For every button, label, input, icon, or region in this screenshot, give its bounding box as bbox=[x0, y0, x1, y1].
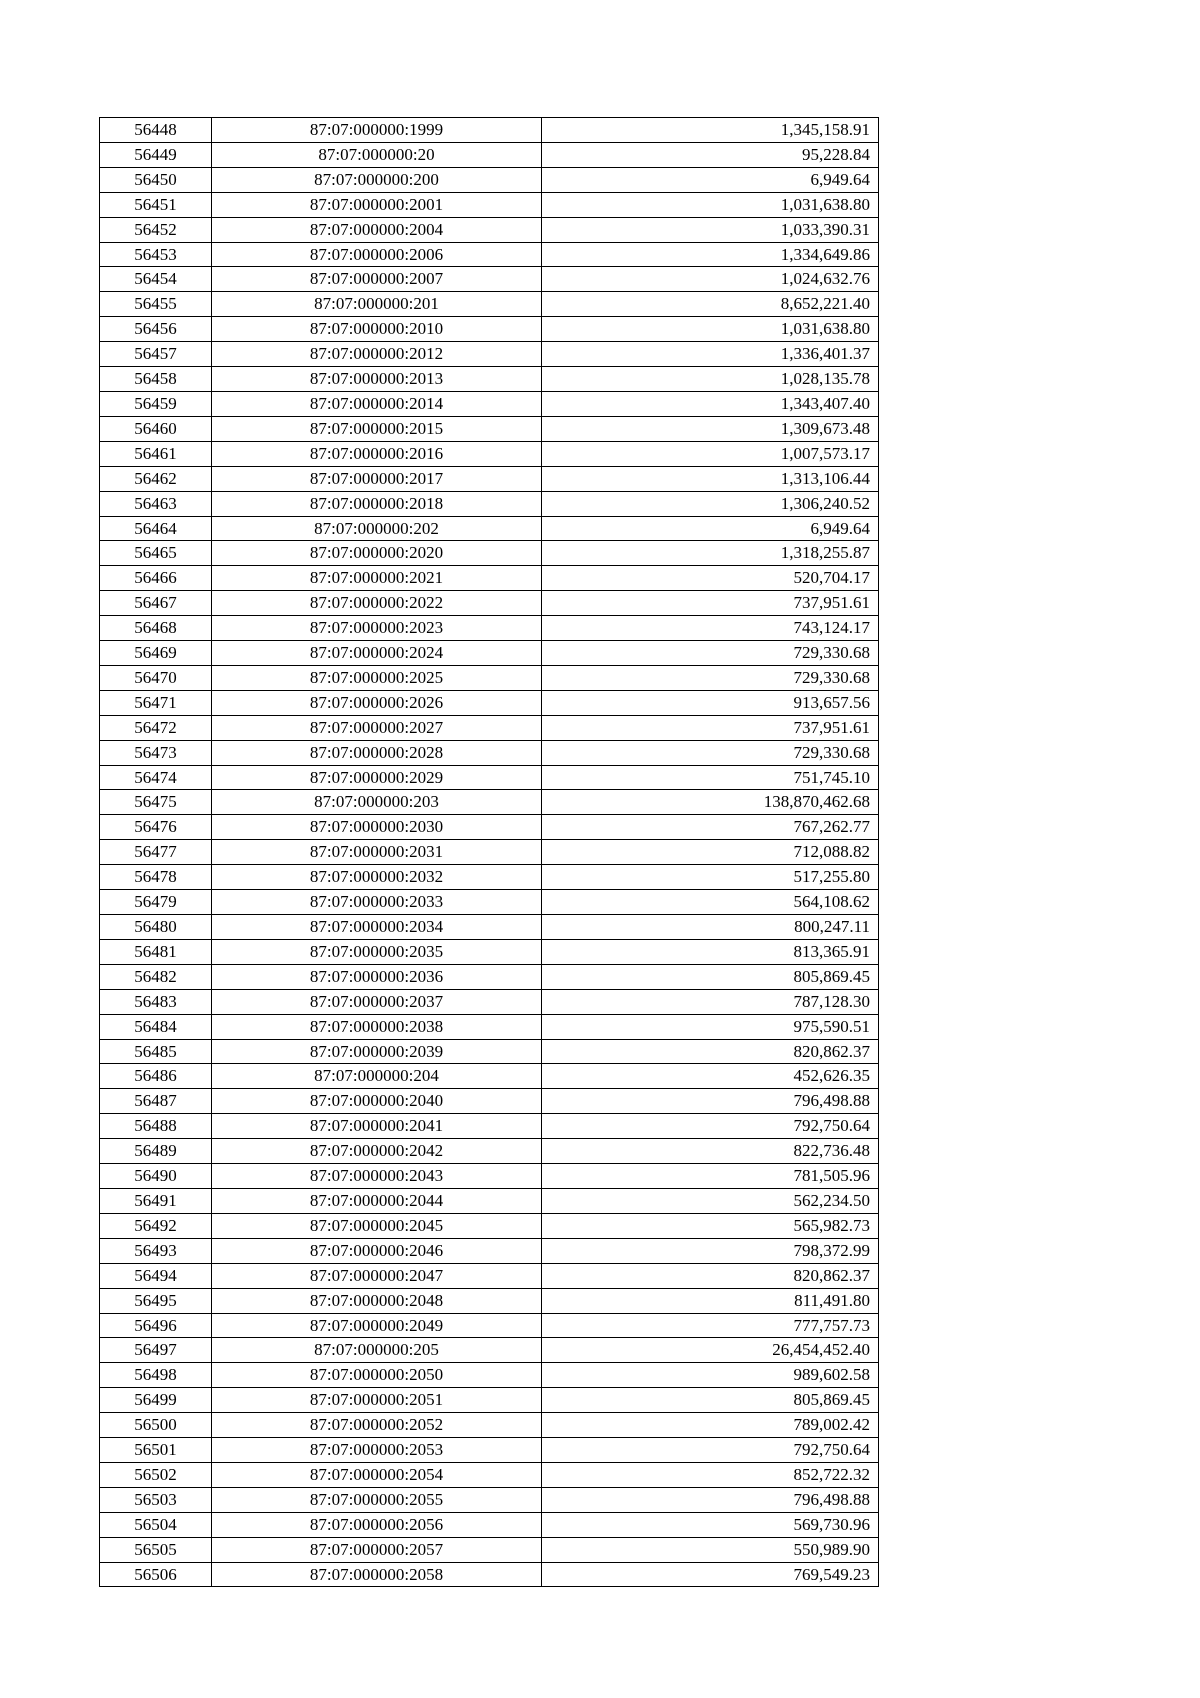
value-cell: 569,730.96 bbox=[542, 1512, 879, 1537]
value-cell: 820,862.37 bbox=[542, 1039, 879, 1064]
cadastral-number-cell: 87:07:000000:2054 bbox=[212, 1462, 542, 1487]
table-row bbox=[100, 890, 879, 915]
value-cell: 805,869.45 bbox=[542, 1388, 879, 1413]
value-cell: 452,626.35 bbox=[542, 1064, 879, 1089]
row-number-cell: 56465 bbox=[100, 541, 212, 566]
cadastral-number-cell: 87:07:000000:2048 bbox=[212, 1288, 542, 1313]
row-number-cell: 56481 bbox=[100, 939, 212, 964]
row-number-cell: 56479 bbox=[100, 890, 212, 915]
cadastral-number-cell: 87:07:000000:203 bbox=[212, 790, 542, 815]
value-cell: 520,704.17 bbox=[542, 566, 879, 591]
value-cell: 6,949.64 bbox=[542, 516, 879, 541]
row-number-cell: 56469 bbox=[100, 641, 212, 666]
row-number-cell: 56458 bbox=[100, 367, 212, 392]
cadastral-number-cell: 87:07:000000:2056 bbox=[212, 1512, 542, 1537]
value-cell: 1,336,401.37 bbox=[542, 342, 879, 367]
cadastral-number-cell: 87:07:000000:2044 bbox=[212, 1188, 542, 1213]
cadastral-number-cell: 87:07:000000:2012 bbox=[212, 342, 542, 367]
table-row bbox=[100, 964, 879, 989]
row-number-cell: 56497 bbox=[100, 1338, 212, 1363]
cadastral-number-cell: 87:07:000000:2022 bbox=[212, 591, 542, 616]
cadastral-number-cell: 87:07:000000:2016 bbox=[212, 441, 542, 466]
value-cell: 781,505.96 bbox=[542, 1164, 879, 1189]
table-row bbox=[100, 1462, 879, 1487]
row-number-cell: 56492 bbox=[100, 1213, 212, 1238]
row-number-cell: 56490 bbox=[100, 1164, 212, 1189]
table-row bbox=[100, 1263, 879, 1288]
row-number-cell: 56470 bbox=[100, 665, 212, 690]
table-row bbox=[100, 865, 879, 890]
value-cell: 1,031,638.80 bbox=[542, 317, 879, 342]
table-row bbox=[100, 466, 879, 491]
value-cell: 138,870,462.68 bbox=[542, 790, 879, 815]
table-row bbox=[100, 441, 879, 466]
row-number-cell: 56453 bbox=[100, 242, 212, 267]
row-number-cell: 56480 bbox=[100, 915, 212, 940]
table-row bbox=[100, 1164, 879, 1189]
table-row bbox=[100, 765, 879, 790]
value-cell: 811,491.80 bbox=[542, 1288, 879, 1313]
row-number-cell: 56491 bbox=[100, 1188, 212, 1213]
cadastral-number-cell: 87:07:000000:1999 bbox=[212, 118, 542, 143]
cadastral-number-cell: 87:07:000000:2036 bbox=[212, 964, 542, 989]
cadastral-number-cell: 87:07:000000:2050 bbox=[212, 1363, 542, 1388]
value-cell: 852,722.32 bbox=[542, 1462, 879, 1487]
row-number-cell: 56496 bbox=[100, 1313, 212, 1338]
row-number-cell: 56489 bbox=[100, 1139, 212, 1164]
table-row bbox=[100, 1114, 879, 1139]
cadastral-number-cell: 87:07:000000:201 bbox=[212, 292, 542, 317]
cadastral-number-cell: 87:07:000000:2004 bbox=[212, 217, 542, 242]
value-cell: 820,862.37 bbox=[542, 1263, 879, 1288]
cadastral-number-cell: 87:07:000000:2023 bbox=[212, 616, 542, 641]
cadastral-number-cell: 87:07:000000:2034 bbox=[212, 915, 542, 940]
cadastral-number-cell: 87:07:000000:2027 bbox=[212, 715, 542, 740]
value-cell: 1,334,649.86 bbox=[542, 242, 879, 267]
cadastral-number-cell: 87:07:000000:2052 bbox=[212, 1413, 542, 1438]
table-row bbox=[100, 1139, 879, 1164]
cadastral-number-cell: 87:07:000000:2029 bbox=[212, 765, 542, 790]
row-number-cell: 56451 bbox=[100, 192, 212, 217]
value-cell: 805,869.45 bbox=[542, 964, 879, 989]
row-number-cell: 56467 bbox=[100, 591, 212, 616]
row-number-cell: 56463 bbox=[100, 491, 212, 516]
cadastral-number-cell: 87:07:000000:2035 bbox=[212, 939, 542, 964]
cadastral-number-cell: 87:07:000000:205 bbox=[212, 1338, 542, 1363]
value-cell: 989,602.58 bbox=[542, 1363, 879, 1388]
value-cell: 6,949.64 bbox=[542, 167, 879, 192]
value-cell: 796,498.88 bbox=[542, 1487, 879, 1512]
row-number-cell: 56478 bbox=[100, 865, 212, 890]
cadastral-number-cell: 87:07:000000:2046 bbox=[212, 1238, 542, 1263]
value-cell: 751,745.10 bbox=[542, 765, 879, 790]
value-cell: 792,750.64 bbox=[542, 1438, 879, 1463]
cadastral-number-cell: 87:07:000000:2013 bbox=[212, 367, 542, 392]
table-row bbox=[100, 192, 879, 217]
row-number-cell: 56475 bbox=[100, 790, 212, 815]
table-row bbox=[100, 1388, 879, 1413]
table-row bbox=[100, 541, 879, 566]
cadastral-number-cell: 87:07:000000:2042 bbox=[212, 1139, 542, 1164]
table-row bbox=[100, 715, 879, 740]
row-number-cell: 56449 bbox=[100, 142, 212, 167]
cadastral-number-cell: 87:07:000000:2045 bbox=[212, 1213, 542, 1238]
row-number-cell: 56460 bbox=[100, 416, 212, 441]
cadastral-number-cell: 87:07:000000:2018 bbox=[212, 491, 542, 516]
cadastral-number-cell: 87:07:000000:2015 bbox=[212, 416, 542, 441]
value-cell: 800,247.11 bbox=[542, 915, 879, 940]
table-row bbox=[100, 815, 879, 840]
cadastral-number-cell: 87:07:000000:2038 bbox=[212, 1014, 542, 1039]
row-number-cell: 56466 bbox=[100, 566, 212, 591]
value-cell: 1,306,240.52 bbox=[542, 491, 879, 516]
row-number-cell: 56459 bbox=[100, 391, 212, 416]
cadastral-number-cell: 87:07:000000:2031 bbox=[212, 840, 542, 865]
row-number-cell: 56499 bbox=[100, 1388, 212, 1413]
cadastral-number-cell: 87:07:000000:2006 bbox=[212, 242, 542, 267]
row-number-cell: 56450 bbox=[100, 167, 212, 192]
table-row bbox=[100, 342, 879, 367]
table-row bbox=[100, 1512, 879, 1537]
table-row bbox=[100, 416, 879, 441]
table-row bbox=[100, 665, 879, 690]
value-cell: 95,228.84 bbox=[542, 142, 879, 167]
table-row bbox=[100, 1288, 879, 1313]
row-number-cell: 56488 bbox=[100, 1114, 212, 1139]
cadastral-number-cell: 87:07:000000:2051 bbox=[212, 1388, 542, 1413]
table-row bbox=[100, 1014, 879, 1039]
table-row bbox=[100, 1537, 879, 1562]
cadastral-value-table bbox=[99, 117, 879, 1587]
row-number-cell: 56472 bbox=[100, 715, 212, 740]
value-cell: 796,498.88 bbox=[542, 1089, 879, 1114]
value-cell: 913,657.56 bbox=[542, 690, 879, 715]
cadastral-number-cell: 87:07:000000:2032 bbox=[212, 865, 542, 890]
row-number-cell: 56482 bbox=[100, 964, 212, 989]
row-number-cell: 56473 bbox=[100, 740, 212, 765]
table-row bbox=[100, 939, 879, 964]
row-number-cell: 56484 bbox=[100, 1014, 212, 1039]
cadastral-number-cell: 87:07:000000:2053 bbox=[212, 1438, 542, 1463]
table-row bbox=[100, 217, 879, 242]
cadastral-number-cell: 87:07:000000:2049 bbox=[212, 1313, 542, 1338]
row-number-cell: 56504 bbox=[100, 1512, 212, 1537]
value-cell: 729,330.68 bbox=[542, 665, 879, 690]
row-number-cell: 56487 bbox=[100, 1089, 212, 1114]
table-row bbox=[100, 491, 879, 516]
value-cell: 1,031,638.80 bbox=[542, 192, 879, 217]
value-cell: 792,750.64 bbox=[542, 1114, 879, 1139]
table-row bbox=[100, 989, 879, 1014]
row-number-cell: 56506 bbox=[100, 1562, 212, 1587]
table-row bbox=[100, 740, 879, 765]
row-number-cell: 56462 bbox=[100, 466, 212, 491]
value-cell: 737,951.61 bbox=[542, 591, 879, 616]
table-row bbox=[100, 1238, 879, 1263]
value-cell: 1,343,407.40 bbox=[542, 391, 879, 416]
cadastral-number-cell: 87:07:000000:2039 bbox=[212, 1039, 542, 1064]
row-number-cell: 56501 bbox=[100, 1438, 212, 1463]
table-row bbox=[100, 317, 879, 342]
table-row bbox=[100, 591, 879, 616]
row-number-cell: 56485 bbox=[100, 1039, 212, 1064]
value-cell: 789,002.42 bbox=[542, 1413, 879, 1438]
table-row bbox=[100, 1313, 879, 1338]
cadastral-number-cell: 87:07:000000:2026 bbox=[212, 690, 542, 715]
row-number-cell: 56468 bbox=[100, 616, 212, 641]
cadastral-number-cell: 87:07:000000:2014 bbox=[212, 391, 542, 416]
value-cell: 975,590.51 bbox=[542, 1014, 879, 1039]
row-number-cell: 56457 bbox=[100, 342, 212, 367]
value-cell: 1,313,106.44 bbox=[542, 466, 879, 491]
value-cell: 1,028,135.78 bbox=[542, 367, 879, 392]
table-row bbox=[100, 267, 879, 292]
cadastral-number-cell: 87:07:000000:204 bbox=[212, 1064, 542, 1089]
table-row bbox=[100, 1213, 879, 1238]
value-cell: 712,088.82 bbox=[542, 840, 879, 865]
table-body bbox=[100, 118, 879, 1587]
table-row bbox=[100, 840, 879, 865]
value-cell: 1,318,255.87 bbox=[542, 541, 879, 566]
table-row bbox=[100, 641, 879, 666]
table-row bbox=[100, 516, 879, 541]
table-row bbox=[100, 1064, 879, 1089]
value-cell: 26,454,452.40 bbox=[542, 1338, 879, 1363]
row-number-cell: 56456 bbox=[100, 317, 212, 342]
value-cell: 1,024,632.76 bbox=[542, 267, 879, 292]
table-row bbox=[100, 790, 879, 815]
cadastral-number-cell: 87:07:000000:2010 bbox=[212, 317, 542, 342]
cadastral-number-cell: 87:07:000000:2041 bbox=[212, 1114, 542, 1139]
value-cell: 1,345,158.91 bbox=[542, 118, 879, 143]
row-number-cell: 56493 bbox=[100, 1238, 212, 1263]
value-cell: 798,372.99 bbox=[542, 1238, 879, 1263]
row-number-cell: 56461 bbox=[100, 441, 212, 466]
row-number-cell: 56494 bbox=[100, 1263, 212, 1288]
value-cell: 562,234.50 bbox=[542, 1188, 879, 1213]
table-row bbox=[100, 1089, 879, 1114]
row-number-cell: 56471 bbox=[100, 690, 212, 715]
cadastral-number-cell: 87:07:000000:2001 bbox=[212, 192, 542, 217]
table-row bbox=[100, 566, 879, 591]
table-row bbox=[100, 142, 879, 167]
cadastral-number-cell: 87:07:000000:200 bbox=[212, 167, 542, 192]
value-cell: 550,989.90 bbox=[542, 1537, 879, 1562]
cadastral-number-cell: 87:07:000000:2020 bbox=[212, 541, 542, 566]
cadastral-number-cell: 87:07:000000:2024 bbox=[212, 641, 542, 666]
table-row bbox=[100, 391, 879, 416]
row-number-cell: 56452 bbox=[100, 217, 212, 242]
value-cell: 822,736.48 bbox=[542, 1139, 879, 1164]
row-number-cell: 56502 bbox=[100, 1462, 212, 1487]
row-number-cell: 56476 bbox=[100, 815, 212, 840]
cadastral-number-cell: 87:07:000000:2055 bbox=[212, 1487, 542, 1512]
row-number-cell: 56483 bbox=[100, 989, 212, 1014]
table-row bbox=[100, 1039, 879, 1064]
value-cell: 813,365.91 bbox=[542, 939, 879, 964]
table-row bbox=[100, 367, 879, 392]
row-number-cell: 56464 bbox=[100, 516, 212, 541]
table-row bbox=[100, 1338, 879, 1363]
value-cell: 743,124.17 bbox=[542, 616, 879, 641]
cadastral-number-cell: 87:07:000000:2021 bbox=[212, 566, 542, 591]
row-number-cell: 56503 bbox=[100, 1487, 212, 1512]
value-cell: 729,330.68 bbox=[542, 641, 879, 666]
value-cell: 1,033,390.31 bbox=[542, 217, 879, 242]
value-cell: 737,951.61 bbox=[542, 715, 879, 740]
cadastral-number-cell: 87:07:000000:2058 bbox=[212, 1562, 542, 1587]
cadastral-number-cell: 87:07:000000:2025 bbox=[212, 665, 542, 690]
row-number-cell: 56500 bbox=[100, 1413, 212, 1438]
row-number-cell: 56474 bbox=[100, 765, 212, 790]
value-cell: 517,255.80 bbox=[542, 865, 879, 890]
cadastral-number-cell: 87:07:000000:2028 bbox=[212, 740, 542, 765]
value-cell: 1,309,673.48 bbox=[542, 416, 879, 441]
cadastral-number-cell: 87:07:000000:202 bbox=[212, 516, 542, 541]
cadastral-number-cell: 87:07:000000:2040 bbox=[212, 1089, 542, 1114]
table-row bbox=[100, 690, 879, 715]
value-cell: 787,128.30 bbox=[542, 989, 879, 1014]
value-cell: 564,108.62 bbox=[542, 890, 879, 915]
row-number-cell: 56498 bbox=[100, 1363, 212, 1388]
value-cell: 769,549.23 bbox=[542, 1562, 879, 1587]
cadastral-number-cell: 87:07:000000:2057 bbox=[212, 1537, 542, 1562]
cadastral-number-cell: 87:07:000000:2017 bbox=[212, 466, 542, 491]
table-row bbox=[100, 1188, 879, 1213]
row-number-cell: 56495 bbox=[100, 1288, 212, 1313]
table-row bbox=[100, 1363, 879, 1388]
value-cell: 767,262.77 bbox=[542, 815, 879, 840]
table-row bbox=[100, 1413, 879, 1438]
cadastral-number-cell: 87:07:000000:2007 bbox=[212, 267, 542, 292]
table-row bbox=[100, 242, 879, 267]
value-cell: 777,757.73 bbox=[542, 1313, 879, 1338]
row-number-cell: 56455 bbox=[100, 292, 212, 317]
value-cell: 565,982.73 bbox=[542, 1213, 879, 1238]
row-number-cell: 56477 bbox=[100, 840, 212, 865]
table-row bbox=[100, 1438, 879, 1463]
table-row bbox=[100, 616, 879, 641]
table-row bbox=[100, 292, 879, 317]
value-cell: 8,652,221.40 bbox=[542, 292, 879, 317]
table-row bbox=[100, 1562, 879, 1587]
row-number-cell: 56505 bbox=[100, 1537, 212, 1562]
cadastral-number-cell: 87:07:000000:2047 bbox=[212, 1263, 542, 1288]
cadastral-number-cell: 87:07:000000:2033 bbox=[212, 890, 542, 915]
table-row bbox=[100, 167, 879, 192]
row-number-cell: 56454 bbox=[100, 267, 212, 292]
cadastral-number-cell: 87:07:000000:2037 bbox=[212, 989, 542, 1014]
cadastral-number-cell: 87:07:000000:20 bbox=[212, 142, 542, 167]
table-row bbox=[100, 1487, 879, 1512]
table-row bbox=[100, 118, 879, 143]
cadastral-number-cell: 87:07:000000:2030 bbox=[212, 815, 542, 840]
value-cell: 729,330.68 bbox=[542, 740, 879, 765]
row-number-cell: 56448 bbox=[100, 118, 212, 143]
row-number-cell: 56486 bbox=[100, 1064, 212, 1089]
cadastral-number-cell: 87:07:000000:2043 bbox=[212, 1164, 542, 1189]
value-cell: 1,007,573.17 bbox=[542, 441, 879, 466]
table-row bbox=[100, 915, 879, 940]
